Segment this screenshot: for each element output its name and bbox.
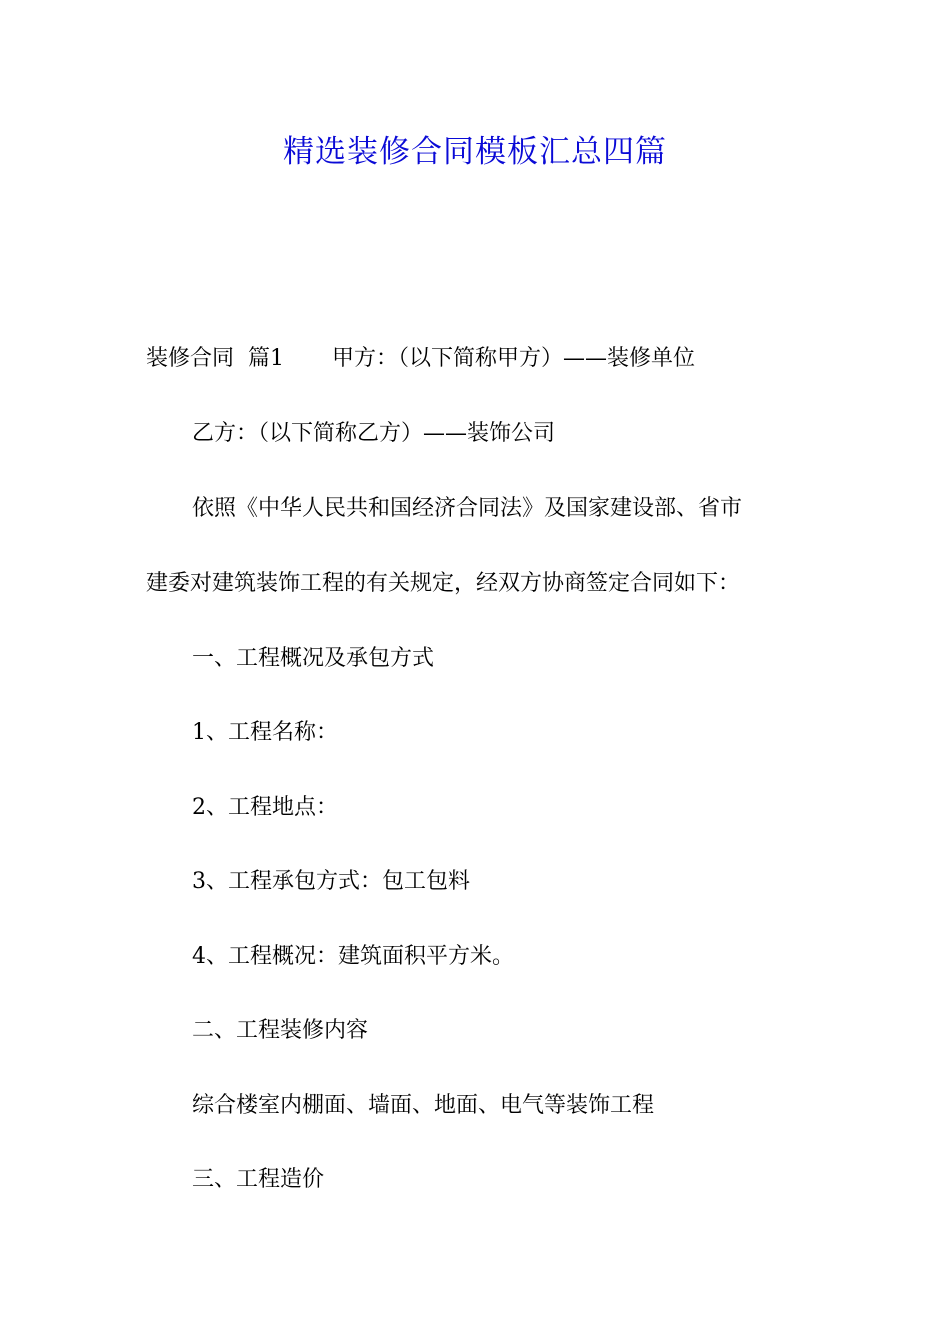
section-1-item-3: 3、工程承包方式：包工包料 xyxy=(192,869,470,894)
contract-heading-line xyxy=(146,343,695,375)
section-2-title: 二、工程装修内容 xyxy=(192,1018,369,1043)
party-a-line: 甲方：（以下简称甲方）——装修单位 xyxy=(331,346,695,371)
intro-line-2: 建委对建筑装饰工程的有关规定，经双方协商签定合同如下： xyxy=(146,571,741,596)
party-b-line: 乙方：（以下简称乙方）——装饰公司 xyxy=(192,421,556,446)
section-1-item-1: 1、工程名称： xyxy=(192,720,338,745)
intro-line-1: 依照《中华人民共和国经济合同法》及国家建设部、省市 xyxy=(192,496,743,521)
section-1-item-4: 4、工程概况：建筑面积平方米。 xyxy=(192,944,514,969)
contract-heading-label: 装修合同 篇1 xyxy=(146,346,284,371)
section-2-content: 综合楼室内棚面、墙面、地面、电气等装饰工程 xyxy=(192,1093,655,1118)
section-1-title: 一、工程概况及承包方式 xyxy=(192,646,435,671)
section-3-title: 三、工程造价 xyxy=(192,1167,325,1192)
section-1-item-2: 2、工程地点： xyxy=(192,795,338,820)
document-title: 精选装修合同模板汇总四篇 xyxy=(283,134,667,170)
